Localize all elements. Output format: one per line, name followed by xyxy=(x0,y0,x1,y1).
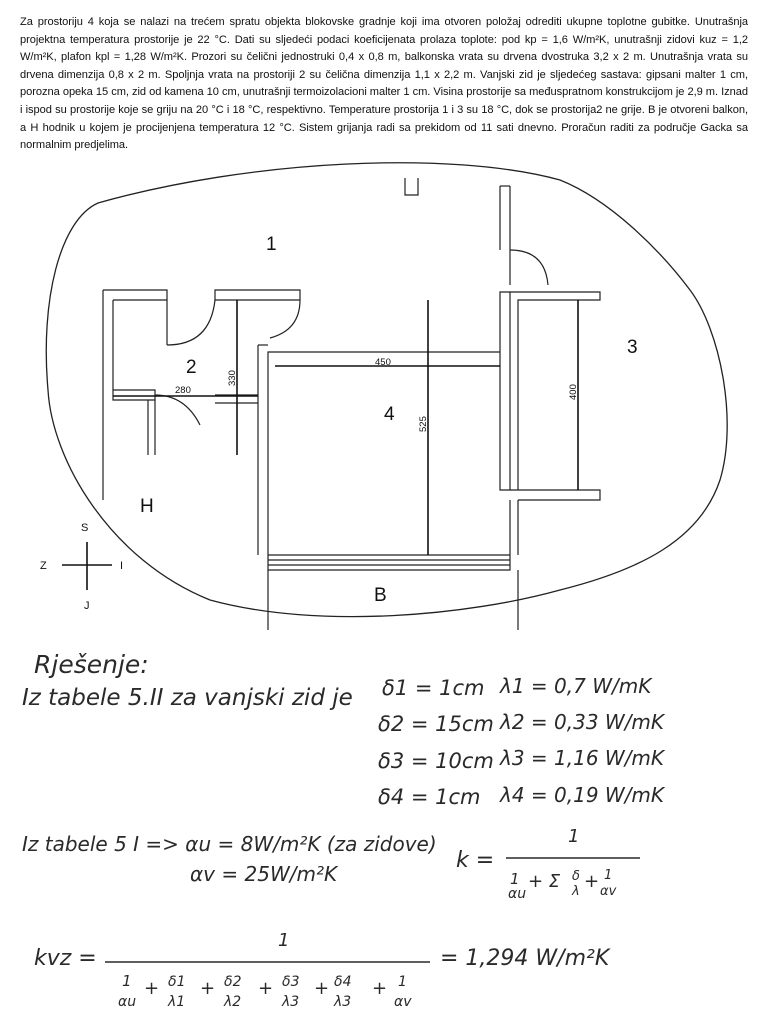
svg-text:1: 1 xyxy=(568,826,580,847)
compass-west: Z xyxy=(40,560,47,572)
svg-text:+: + xyxy=(314,978,330,999)
svg-text:δ1: δ1 xyxy=(168,974,186,990)
svg-text:1: 1 xyxy=(278,930,290,951)
svg-text:+: + xyxy=(258,978,274,999)
svg-text:δ: δ xyxy=(572,869,580,884)
svg-text:λ3: λ3 xyxy=(282,994,300,1010)
solution-line-1: Iz tabele 5.II za vanjski zid je xyxy=(22,685,353,711)
svg-text:1: 1 xyxy=(398,974,407,990)
lambda-4: λ4 = 0,19 W/mK xyxy=(500,783,665,807)
svg-text:+: + xyxy=(372,978,388,999)
svg-text:1: 1 xyxy=(510,870,520,888)
room-2-label: 2 xyxy=(186,357,197,378)
svg-text:δ2: δ2 xyxy=(224,974,242,990)
svg-text:αv: αv xyxy=(600,884,617,899)
room-1-label: 1 xyxy=(266,234,277,255)
svg-text:λ2: λ2 xyxy=(224,994,242,1010)
k-label: k = xyxy=(456,848,495,873)
svg-text:1: 1 xyxy=(122,972,132,990)
room-3-label: 3 xyxy=(627,337,638,358)
kvz-result: = 1,294 W/m²K xyxy=(440,946,610,971)
solution-line-3: αv = 25W/m²K xyxy=(190,862,338,886)
lambda-2: λ2 = 0,33 W/mK xyxy=(500,710,665,734)
lambda-3: λ3 = 1,16 W/mK xyxy=(500,746,665,770)
compass-south: J xyxy=(84,600,90,612)
dim-280: 280 xyxy=(175,385,191,396)
solution-heading: Rješenje: xyxy=(34,650,149,679)
kvz-label: kvz = xyxy=(34,946,97,971)
svg-text:+: + xyxy=(200,978,216,999)
room-4-label: 4 xyxy=(384,404,395,425)
svg-text:1: 1 xyxy=(604,868,613,883)
svg-text:αv: αv xyxy=(394,994,412,1010)
svg-text:αu: αu xyxy=(118,994,137,1010)
svg-text:λ: λ xyxy=(572,884,580,899)
svg-text:+: + xyxy=(144,978,160,999)
svg-text:+: + xyxy=(584,871,600,892)
hallway-label: H xyxy=(140,496,154,517)
dim-400: 400 xyxy=(568,384,579,400)
compass-north: S xyxy=(81,522,89,534)
svg-text:αu: αu xyxy=(508,886,527,902)
svg-text:+ Σ: + Σ xyxy=(528,871,561,892)
compass-east: I xyxy=(120,560,124,572)
delta-4: δ4 = 1cm xyxy=(378,785,481,809)
solution-line-2: Iz tabele 5 I => αu = 8W/m²K (za zidove) xyxy=(22,832,437,856)
dim-525: 525 xyxy=(418,416,429,432)
svg-text:δ3: δ3 xyxy=(282,974,300,990)
delta-3: δ3 = 10cm xyxy=(378,749,494,773)
svg-text:δ4: δ4 xyxy=(334,974,352,990)
problem-text: Za prostoriju 4 koja se nalazi na trećem spratu objekta blokovske gradnje koji ima otvoren položaj odrediti ukupne toplotne gubitke. Unutrašnja projektna temperatura prostorije je 22 °C. Dati su sljedeći podaci koeficijenata prolaza toplote: pod kp = 1,6 W/m²K, unutrašnji zidovi kuz = 1,2 W/m²K, plafon kpl = 1,28 W/m²K. Prozori su čelični jednostruki 0,4 x 0,8 m, balkonska vrata su drvena dvostruka 3,2 x 2 m. Unutrašnja vrata su drvena dimenzija 0,8 x 2 m. Spoljnja vrata na prostoriji 2 su čelična dimenzija 1,1 x 2,2 m. Vanjski zid je sljedećeg sastava: gipsani malter 1 cm, porozna opeka 15 cm, zid od kamena 10 cm, unutrašnji termoizolacioni malter 1 cm. Visina prostorije sa međuspratnom konstrukcijom je 2,9 m. Iznad i ispod su prostorije koje se griju na 20 °C i 18 °C, respektivno. Temperature prostorija 1 i 3 su 18 °C, dok se prostorija2 ne grije. B je otvoreni balkon, a H hodnik u kojem je procijenjena temperatura 12 °C. Sistem grijanja radi sa prekidom od 11 sati dnevno. Proračun raditi za područje Gacka sa normalnim predjelima. xyxy=(20,16,748,152)
delta-1: δ1 = 1cm xyxy=(382,676,485,700)
dim-330: 330 xyxy=(227,370,238,386)
balcony-label: B xyxy=(374,585,387,606)
svg-text:λ3: λ3 xyxy=(334,994,352,1010)
dim-450: 450 xyxy=(375,357,391,368)
svg-text:λ1: λ1 xyxy=(168,994,186,1010)
lambda-1: λ1 = 0,7 W/mK xyxy=(500,674,652,698)
delta-2: δ2 = 15cm xyxy=(378,712,494,736)
